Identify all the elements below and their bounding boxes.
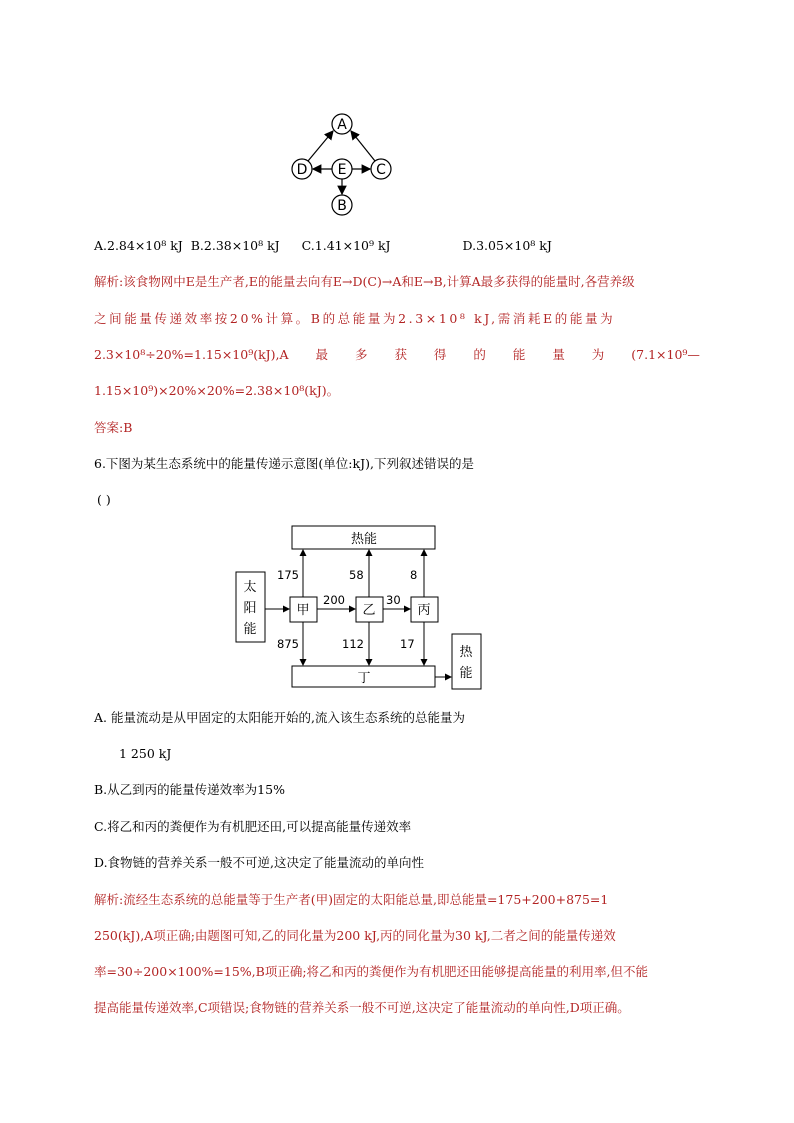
value-175: 175: [277, 568, 299, 582]
q5-analysis-line-4: 1.15×10⁹)×20%×20%=2.38×10⁸(kJ)。: [94, 383, 340, 398]
q5-option-b[interactable]: B.2.38×10⁸ kJ: [190, 238, 280, 253]
value-30: 30: [386, 593, 401, 607]
node-a-label: A: [337, 117, 347, 133]
q6-answer-paren: ( ): [97, 492, 111, 507]
heat-right-label-1: 热: [459, 645, 473, 660]
node-c-label: C: [376, 162, 386, 178]
energy-flow-diagram: [230, 520, 490, 695]
sun-label-1: 太: [243, 580, 257, 595]
arrow-d-a: [308, 131, 333, 161]
q5-analysis-word: 多: [354, 347, 368, 362]
sun-label-3: 能: [243, 622, 257, 637]
q6-analysis-line-2: 250(kJ),A项正确;由题图可知,乙的同化量为200 kJ,丙的同化量为30 kJ,二者之间的能量传递效: [94, 928, 616, 943]
q5-analysis-line-1: 解析:该食物网中E是生产者,E的能量去向有E→D(C)→A和E→B,计算A最多获得的能量时,各营养级: [94, 274, 635, 289]
arrow-c-a: [351, 131, 375, 161]
value-58: 58: [349, 568, 364, 582]
q6-option-a-cont: 1 250 kJ: [119, 746, 172, 761]
value-8: 8: [410, 568, 418, 582]
value-875: 875: [277, 637, 299, 651]
node-e-label: E: [337, 162, 347, 178]
q5-option-a[interactable]: A.2.84×10⁸ kJ: [94, 238, 183, 253]
q5-analysis-word: 能: [512, 347, 526, 362]
q5-analysis-line-3-a: 2.3×10⁸÷20%=1.15×10⁹(kJ),A: [94, 347, 289, 362]
q5-analysis-line-3-b: (7.1×10⁹—: [631, 347, 700, 362]
q5-analysis-word: 得: [433, 347, 447, 362]
sun-label-2: 阳: [243, 601, 257, 616]
node-b-label: B: [337, 198, 347, 214]
q5-analysis-word: 最: [315, 347, 329, 362]
food-web-diagram: [280, 105, 410, 220]
q6-option-a[interactable]: A. 能量流动是从甲固定的太阳能开始的,流入该生态系统的总能量为: [94, 710, 465, 725]
q5-analysis-line-3: [94, 345, 700, 365]
bing-label: 丙: [417, 603, 431, 618]
q6-analysis-line-1: 解析:流经生态系统的总能量等于生产者(甲)固定的太阳能总量,即总能量=175+200+875=1: [94, 892, 609, 907]
q5-analysis-line-2: 之间能量传递效率按20%计算。B的总能量为2.3×10⁸ kJ,需消耗E的能量为: [94, 311, 616, 326]
q6-analysis-line-3: 率=30÷200×100%=15%,B项正确;将乙和丙的粪便作为有机肥还田能够提高能量的利用率,但不能: [94, 964, 649, 979]
heat-right-label-2: 能: [459, 666, 473, 681]
q5-options: [94, 236, 552, 256]
jia-label: 甲: [296, 603, 310, 618]
heat-top-label: 热能: [350, 532, 378, 547]
q5-analysis-word: 量: [552, 347, 565, 362]
q5-analysis-word: 获: [394, 347, 407, 362]
q6-stem: 6.下图为某生态系统中的能量传递示意图(单位:kJ),下列叙述错误的是: [94, 456, 474, 471]
q5-option-d[interactable]: D.3.05×10⁸ kJ: [462, 238, 552, 253]
q6-option-b[interactable]: B.从乙到丙的能量传递效率为15%: [94, 782, 285, 797]
q6-option-d[interactable]: D.食物链的营养关系一般不可逆,这决定了能量流动的单向性: [94, 855, 425, 870]
q5-analysis-word: 的: [473, 347, 486, 362]
yi-label: 乙: [362, 603, 376, 618]
q6-option-c[interactable]: C.将乙和丙的粪便作为有机肥还田,可以提高能量传递效率: [94, 819, 412, 834]
q6-analysis-line-4: 提高能量传递效率,C项错误;食物链的营养关系一般不可逆,这决定了能量流动的单向性,D项正确。: [94, 1000, 630, 1015]
value-112: 112: [342, 637, 364, 651]
q5-answer: 答案:B: [94, 420, 133, 435]
ding-label: 丁: [357, 671, 371, 686]
value-200: 200: [323, 593, 345, 607]
q5-option-c[interactable]: C.1.41×10⁹ kJ: [301, 238, 391, 253]
q5-analysis-word: 为: [591, 347, 605, 362]
value-17: 17: [400, 637, 415, 651]
node-d-label: D: [296, 162, 308, 178]
